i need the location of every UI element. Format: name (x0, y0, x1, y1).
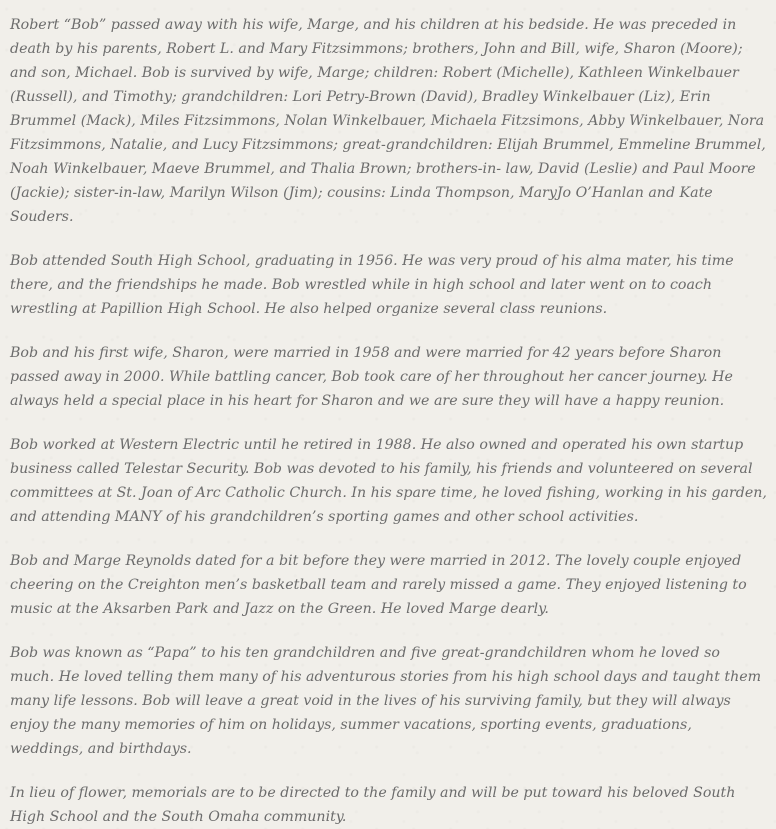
obituary-paragraph-first-marriage: Bob and his first wife, Sharon, were married in 1958 and were married for 42 years before Sharon passed away in 2000. While battling cancer, Bob took care of her throughout her cancer journey. He always held a special place in his heart for Sharon and we are sure they will have a happy reunion. (10, 345, 733, 409)
obituary-paragraph-grandchildren: Bob was known as “Papa” to his ten grandchildren and five great-grandchildren whom he loved so much. He loved telling them many of his adventurous stories from his high school days and taught them many life lessons. Bob will leave a great void in the lives of his surviving family, but they will always enjoy the many memories of him on holidays, summer vacations, sporting events, graduations, weddings, and birthdays. (10, 645, 762, 757)
obituary-paragraph-family: Robert “Bob” passed away with his wife, Marge, and his children at his bedside. He was preceded in death by his parents, Robert L. and Mary Fitzsimmons; brothers, John and Bill, wife, Sharon (Moore); and son, Michael. Bob is survived by wife, Marge; children: Robert (Michelle), Kathleen Winkelbauer (Russell), and Timothy; grandchildren: Lori Petry-Brown (David), Bradley Winkelbauer (Liz), Erin Brummel (Mack), Miles Fitzsimmons, Nolan Winkelbauer, Michaela Fitzsimons, Abby Winkelbauer, Nora Fitzsimmons, Natalie, and Lucy Fitzsimmons; great-grandchildren: Elijah Brummel, Emmeline Brummel, Noah Winkelbauer, Maeve Brummel, and Thalia Brown; brothers-in- law, David (Leslie) and Paul Moore (Jackie); sister-in-law, Marilyn Wilson (Jim); cousins: Linda Thompson, MaryJo O’Hanlan and Kate Souders. (10, 17, 766, 225)
obituary-paragraph-memorials: In lieu of flower, memorials are to be directed to the family and will be put toward his beloved South High School and the South Omaha community. (10, 785, 736, 825)
obituary-paragraph-school: Bob attended South High School, graduating in 1956. He was very proud of his alma mater, his time there, and the friendships he made. Bob wrestled while in high school and later went on to coach wrestling at Papillion High School. He also helped organize several class reunions. (10, 253, 734, 317)
obituary-paragraph-career: Bob worked at Western Electric until he retired in 1988. He also owned and operated his own startup business called Telestar Security. Bob was devoted to his family, his friends and volunteered on several committees at St. Joan of Arc Catholic Church. In his spare time, he loved fishing, working in his garden, and attending MANY of his grandchildren’s sporting games and other school activities. (10, 437, 767, 525)
obituary-paragraph-second-marriage: Bob and Marge Reynolds dated for a bit before they were married in 2012. The lovely couple enjoyed cheering on the Creighton men’s basketball team and rarely missed a game. They enjoyed listening to music at the Aksarben Park and Jazz on the Green. He loved Marge dearly. (10, 553, 747, 617)
